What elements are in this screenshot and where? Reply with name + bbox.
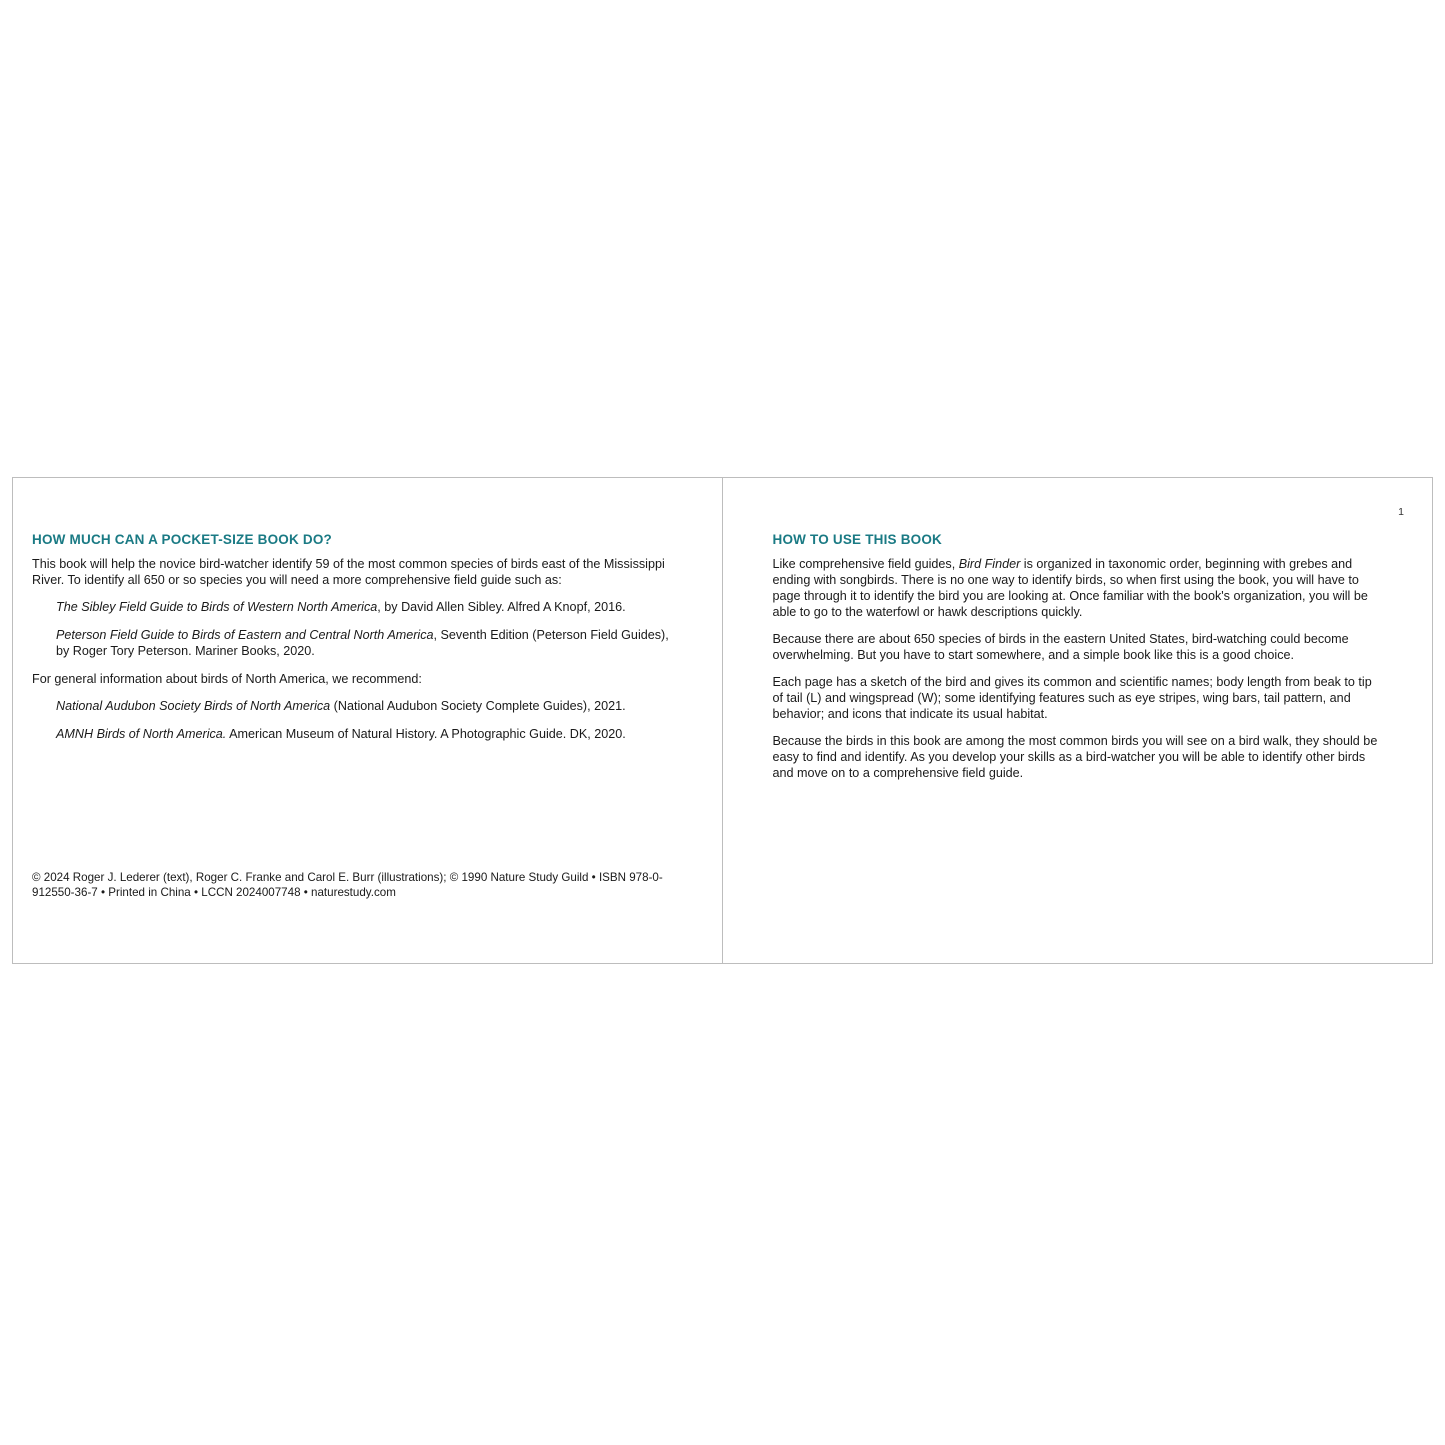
page-title-left: HOW MUCH CAN A POCKET-SIZE BOOK DO?: [32, 532, 332, 547]
left-page: [13, 478, 723, 963]
usage-paragraph-2: Because there are about 650 species of birds in the eastern United States, bird-watching could become overwhelming. But you have to start somewhere, and a simple book like this is a good choice.: [772, 631, 1349, 662]
reference-details: , Seventh Edition (Peterson Field Guides), by Roger Tory Peterson. Mariner Books, 2020.: [56, 627, 669, 658]
reference-title: AMNH Birds of North America.: [56, 726, 227, 741]
reference-details: American Museum of Natural History. A Photographic Guide. DK, 2020.: [226, 726, 626, 741]
book-title-italic: Bird Finder: [958, 557, 1021, 571]
usage-paragraph-1: [773, 557, 1379, 621]
reference-title: The Sibley Field Guide to Birds of Western North America: [56, 599, 378, 614]
reference-details: , by David Allen Sibley. Alfred A Knopf, 2016.: [377, 599, 626, 614]
reference-item: [32, 600, 674, 616]
reference-item: [32, 628, 674, 660]
page-title-right: HOW TO USE THIS BOOK: [772, 532, 943, 547]
right-page: [723, 478, 1433, 963]
usage-paragraph-3: Each page has a sketch of the bird and gives its common and scientific names; body length from beak to tip of tail (L) and wingspread (W); some identifying features such as eye stripes, wing bars, tail pattern, and behavior; and icons that indicate its usual habitat.: [772, 674, 1372, 721]
reference-title: Peterson Field Guide to Birds of Eastern and Central North America: [56, 627, 434, 642]
paragraph-lead: Like comprehensive field guides,: [772, 557, 959, 571]
paragraph-rest: is organized in taxonomic order, beginning with grebes and ending with songbirds. There is no one way to identify birds, so when first using the book, you will have to page through it to identify the bird you are looking at. Once familiar with the book's organization, you will be able to go to the waterfowl or hawk descriptions quickly.: [772, 557, 1368, 619]
book-spread: [12, 477, 1433, 964]
page-number: 1: [1398, 506, 1404, 518]
intro-paragraph: This book will help the novice bird-watcher identify 59 of the most common species of birds east of the Mississippi River. To identify all 650 or so species you will need a more comprehensive field guide such as:: [32, 557, 665, 587]
reference-details: (National Audubon Society Complete Guides), 2021.: [330, 698, 626, 713]
reference-title: National Audubon Society Birds of North America: [56, 698, 331, 713]
general-info-intro: For general information about birds of North America, we recommend:: [32, 671, 422, 686]
reference-item: [32, 727, 674, 743]
copyright-notice: © 2024 Roger J. Lederer (text), Roger C. Franke and Carol E. Burr (illustrations); © 1990 Nature Study Guild • ISBN 978-0-912550-36-7 • Printed in China • LCCN 2024007748 • naturestudy.com: [32, 870, 663, 900]
reference-item: [32, 699, 674, 715]
usage-paragraph-4: Because the birds in this book are among the most common birds you will see on a bird walk, they should be easy to find and identify. As you develop your skills as a bird-watcher you will be able to identify other birds and move on to a comprehensive field guide.: [772, 733, 1378, 780]
